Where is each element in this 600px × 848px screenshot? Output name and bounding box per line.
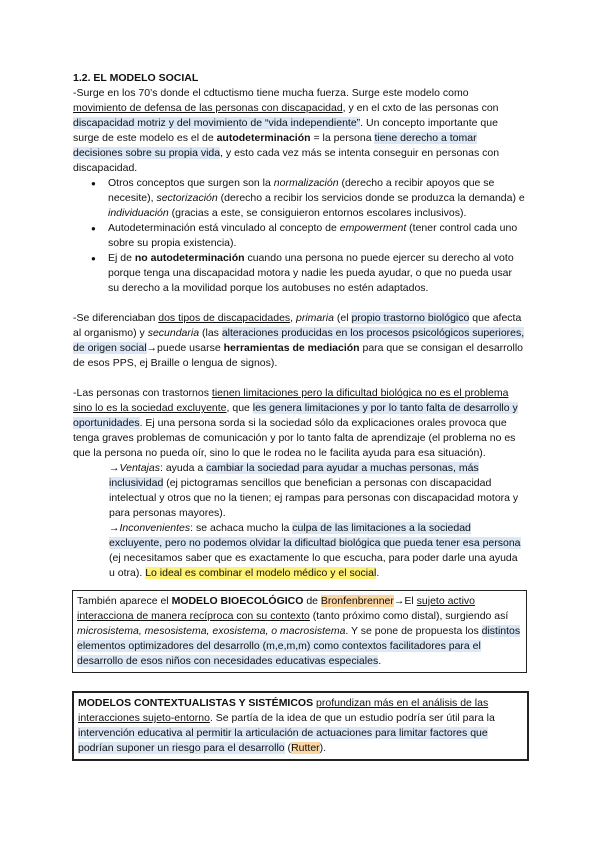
bioecological-model-box: [72, 590, 527, 673]
advantages-paragraph: →Ventajas: ayuda a cambiar la sociedad para ayudar a muchas personas, más inclusividad (ej pictogramas sencillos que benefician a personas con discapacidad intelectual y otros que no la tienen; ej rampas para personas con discapacidad motora y para personas mayores).: [109, 462, 519, 519]
document-page: [73, 71, 525, 761]
disability-types-paragraph: -Se diferenciaban dos tipos de discapacidades, primaria (el propio trastorno biológico que afecta al organismo) y secundaria (las alteraciones producidas en los procesos psicológicos superiores, de origen social→puede usarse herramientas de mediación para que se consigan el desarrollo de esos PPS, ej Braille o lengua de signos).: [73, 312, 525, 369]
spacer: [73, 371, 525, 386]
contextual-paragraph: MODELOS CONTEXTUALISTAS Y SISTÉMICOS profundizan más en el análisis de las interacciones sujeto-entorno. Se partía de la idea de que un estudio podría ser útil para la intervención educativa al permitir la articulación de actuaciones para limitar factores que podrían suponer un riesgo para el desarrollo (Rutter).: [78, 697, 495, 754]
concepts-list: [73, 176, 525, 296]
bioecological-paragraph: También aparece el MODELO BIOECOLÓGICO de Bronfenbrenner→El sujeto activo interacciona de manera recíproca con su contexto (tanto próximo como distal), surgiendo así microsistema, mesosistema, exosistema, o macrosistema. Y se pone de propuesta los distintos elementos optimizadores del desarrollo (m,e,m,m) como contextos facilitadores para el desarrollo de esos niños con necesidades educativas especiales.: [77, 595, 521, 667]
contextual-models-box: [72, 691, 529, 761]
list-item: ● Otros conceptos que surgen son la normalización (derecho a recibir apoyos que se necesite), sectorización (derecho a recibir los servicios donde se produzca la demanda) e individuación (gracias a este, se consiguieron entornos escolares inclusivos).: [108, 176, 525, 221]
spacer: [73, 296, 525, 311]
list-item: ● Ej de no autodeterminación cuando una persona no puede ejercer su derecho al voto porque tenga una discapacidad motora y nadie les pueda ayudar, o que no pueda usar su derecho a la movilidad porque los autobuses no estén adaptados.: [108, 251, 525, 296]
intro-paragraph: -Surge en los 70’s donde el cdtuctismo tiene mucha fuerza. Surge este modelo como movimiento de defensa de las personas con discapacidad, y en el cxto de las personas con discapacidad motriz y del movimiento de “vida independiente”. Un concepto importante que surge de este modelo es el de autodeterminación = la persona tiene derecho a tomar decisiones sobre su propia vida, y esto cada vez más se intenta conseguir en personas con discapacidad.: [73, 87, 500, 174]
disadvantages-paragraph: →Inconvenientes: se achaca mucho la culpa de las limitaciones a la sociedad excluyente, pero no podemos olvidar la dificultad biológica que pueda tener esa persona (ej necesitamos saber que es exactamente lo que escucha, para poder darle una ayuda u otra). Lo ideal es combinar el modelo médico y el social.: [109, 522, 521, 579]
section-title: 1.2. EL MODELO SOCIAL: [73, 72, 199, 84]
limitations-paragraph: -Las personas con trastornos tienen limitaciones pero la dificultad biológica no es el problema sino lo es la sociedad excluyente, que les genera limitaciones y por lo tanto falta de desarrollo y oportunidades. Ej una persona sorda si la sociedad sólo da explicaciones orales provoca que tenga graves problemas de comunicación y por lo tanto falta de aprendizaje (el problema no es que la persona no pueda oír, sino lo que le rodea no le facilita ayuda para esa situación).: [73, 387, 518, 459]
list-item: ● Autodeterminación está vinculado al concepto de empowerment (tener control cada uno sobre su propia existencia).: [108, 221, 525, 251]
